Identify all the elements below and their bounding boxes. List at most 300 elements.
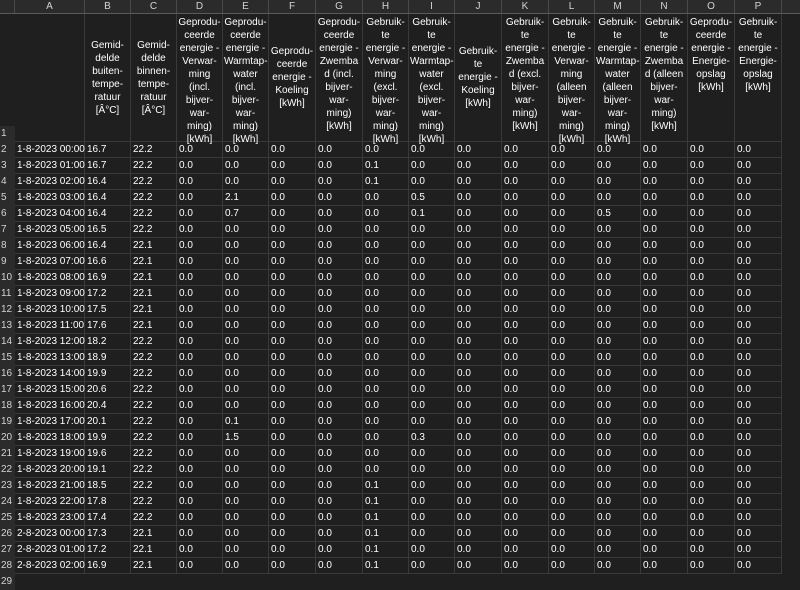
- cell-a21[interactable]: 1-8-2023 19:00: [15, 446, 85, 462]
- cell-g21[interactable]: 0.0: [316, 446, 363, 462]
- cell-j6[interactable]: 0.0: [455, 206, 502, 222]
- cell-o26[interactable]: 0.0: [688, 526, 735, 542]
- column-header-p[interactable]: P: [735, 0, 782, 13]
- cell-l7[interactable]: 0.0: [549, 222, 595, 238]
- cell-p2[interactable]: 0.0: [735, 142, 782, 158]
- cell-n19[interactable]: 0.0: [641, 414, 688, 430]
- cell-g20[interactable]: 0.0: [316, 430, 363, 446]
- cell-p15[interactable]: 0.0: [735, 350, 782, 366]
- cell-o14[interactable]: 0.0: [688, 334, 735, 350]
- cell-m2[interactable]: 0.0: [595, 142, 641, 158]
- cell-f8[interactable]: 0.0: [269, 238, 316, 254]
- cell-i23[interactable]: 0.0: [409, 478, 455, 494]
- cell-i16[interactable]: 0.0: [409, 366, 455, 382]
- cell-g26[interactable]: 0.0: [316, 526, 363, 542]
- cell-j9[interactable]: 0.0: [455, 254, 502, 270]
- cell-c27[interactable]: 22.1: [131, 542, 177, 558]
- cell-a20[interactable]: 1-8-2023 18:00: [15, 430, 85, 446]
- cell-a18[interactable]: 1-8-2023 16:00: [15, 398, 85, 414]
- cell-o15[interactable]: 0.0: [688, 350, 735, 366]
- cell-j2[interactable]: 0.0: [455, 142, 502, 158]
- cell-h17[interactable]: 0.0: [363, 382, 409, 398]
- cell-e19[interactable]: 0.1: [223, 414, 269, 430]
- cell-d4[interactable]: 0.0: [177, 174, 223, 190]
- cell-o12[interactable]: 0.0: [688, 302, 735, 318]
- cell-j20[interactable]: 0.0: [455, 430, 502, 446]
- cell-f26[interactable]: 0.0: [269, 526, 316, 542]
- cell-n17[interactable]: 0.0: [641, 382, 688, 398]
- cell-c28[interactable]: 22.1: [131, 558, 177, 574]
- cell-g19[interactable]: 0.0: [316, 414, 363, 430]
- cell-k7[interactable]: 0.0: [502, 222, 549, 238]
- cell-l10[interactable]: 0.0: [549, 270, 595, 286]
- cell-b5[interactable]: 16.4: [85, 190, 131, 206]
- cell-h14[interactable]: 0.0: [363, 334, 409, 350]
- cell-h13[interactable]: 0.0: [363, 318, 409, 334]
- cell-b15[interactable]: 18.9: [85, 350, 131, 366]
- cell-n21[interactable]: 0.0: [641, 446, 688, 462]
- cell-k17[interactable]: 0.0: [502, 382, 549, 398]
- cell-f7[interactable]: 0.0: [269, 222, 316, 238]
- cell-l2[interactable]: 0.0: [549, 142, 595, 158]
- cell-l14[interactable]: 0.0: [549, 334, 595, 350]
- cell-h5[interactable]: 0.0: [363, 190, 409, 206]
- cell-n27[interactable]: 0.0: [641, 542, 688, 558]
- cell-p21[interactable]: 0.0: [735, 446, 782, 462]
- cell-k23[interactable]: 0.0: [502, 478, 549, 494]
- cell-k5[interactable]: 0.0: [502, 190, 549, 206]
- cell-c17[interactable]: 22.2: [131, 382, 177, 398]
- cell-a16[interactable]: 1-8-2023 14:00: [15, 366, 85, 382]
- header-cell-i[interactable]: Gebruik-te energie - Warmtap-water (excl. bijver-war-ming) [kWh]: [409, 14, 455, 142]
- cell-e18[interactable]: 0.0: [223, 398, 269, 414]
- cell-c3[interactable]: 22.2: [131, 158, 177, 174]
- column-header-a[interactable]: A: [15, 0, 85, 13]
- cell-f2[interactable]: 0.0: [269, 142, 316, 158]
- cell-i4[interactable]: 0.0: [409, 174, 455, 190]
- cell-i27[interactable]: 0.0: [409, 542, 455, 558]
- row-header-11[interactable]: 11: [0, 286, 15, 302]
- cell-o3[interactable]: 0.0: [688, 158, 735, 174]
- cell-i8[interactable]: 0.0: [409, 238, 455, 254]
- cell-p6[interactable]: 0.0: [735, 206, 782, 222]
- cell-g6[interactable]: 0.0: [316, 206, 363, 222]
- row-header-10[interactable]: 10: [0, 270, 15, 286]
- cell-e28[interactable]: 0.0: [223, 558, 269, 574]
- cell-h20[interactable]: 0.0: [363, 430, 409, 446]
- cell-g27[interactable]: 0.0: [316, 542, 363, 558]
- cell-k26[interactable]: 0.0: [502, 526, 549, 542]
- cell-p27[interactable]: 0.0: [735, 542, 782, 558]
- cell-e8[interactable]: 0.0: [223, 238, 269, 254]
- cell-j8[interactable]: 0.0: [455, 238, 502, 254]
- cell-n5[interactable]: 0.0: [641, 190, 688, 206]
- cell-l27[interactable]: 0.0: [549, 542, 595, 558]
- cell-g22[interactable]: 0.0: [316, 462, 363, 478]
- row-header-21[interactable]: 21: [0, 446, 15, 462]
- cell-j15[interactable]: 0.0: [455, 350, 502, 366]
- cell-l13[interactable]: 0.0: [549, 318, 595, 334]
- cell-c10[interactable]: 22.1: [131, 270, 177, 286]
- cell-p24[interactable]: 0.0: [735, 494, 782, 510]
- cell-o4[interactable]: 0.0: [688, 174, 735, 190]
- cell-g28[interactable]: 0.0: [316, 558, 363, 574]
- cell-f17[interactable]: 0.0: [269, 382, 316, 398]
- header-cell-m[interactable]: Gebruik-te energie - Warmtap-water (alleen bijver-war-ming) [kWh]: [595, 14, 641, 142]
- column-header-m[interactable]: M: [595, 0, 641, 13]
- cell-h21[interactable]: 0.0: [363, 446, 409, 462]
- cell-d12[interactable]: 0.0: [177, 302, 223, 318]
- cell-l16[interactable]: 0.0: [549, 366, 595, 382]
- cell-m23[interactable]: 0.0: [595, 478, 641, 494]
- cell-o20[interactable]: 0.0: [688, 430, 735, 446]
- cell-e25[interactable]: 0.0: [223, 510, 269, 526]
- cell-b26[interactable]: 17.3: [85, 526, 131, 542]
- row-header-16[interactable]: 16: [0, 366, 15, 382]
- cell-f16[interactable]: 0.0: [269, 366, 316, 382]
- cell-e10[interactable]: 0.0: [223, 270, 269, 286]
- cell-m5[interactable]: 0.0: [595, 190, 641, 206]
- cell-b6[interactable]: 16.4: [85, 206, 131, 222]
- cell-c4[interactable]: 22.2: [131, 174, 177, 190]
- cell-c22[interactable]: 22.2: [131, 462, 177, 478]
- row-header-9[interactable]: 9: [0, 254, 15, 270]
- cell-m20[interactable]: 0.0: [595, 430, 641, 446]
- cell-h15[interactable]: 0.0: [363, 350, 409, 366]
- header-cell-c[interactable]: Gemid-delde binnen-tempe-ratuur [Â°C]: [131, 14, 177, 142]
- cell-k16[interactable]: 0.0: [502, 366, 549, 382]
- cell-m8[interactable]: 0.0: [595, 238, 641, 254]
- cell-h22[interactable]: 0.0: [363, 462, 409, 478]
- cell-h11[interactable]: 0.0: [363, 286, 409, 302]
- cell-g10[interactable]: 0.0: [316, 270, 363, 286]
- cell-h9[interactable]: 0.0: [363, 254, 409, 270]
- cell-h19[interactable]: 0.0: [363, 414, 409, 430]
- header-cell-h[interactable]: Gebruik-te energie - Verwar-ming (excl. bijver-war-ming) [kWh]: [363, 14, 409, 142]
- cell-g3[interactable]: 0.0: [316, 158, 363, 174]
- column-header-h[interactable]: H: [363, 0, 409, 13]
- cell-k22[interactable]: 0.0: [502, 462, 549, 478]
- cell-b18[interactable]: 20.4: [85, 398, 131, 414]
- cell-k19[interactable]: 0.0: [502, 414, 549, 430]
- cell-d26[interactable]: 0.0: [177, 526, 223, 542]
- cell-h6[interactable]: 0.0: [363, 206, 409, 222]
- cell-j24[interactable]: 0.0: [455, 494, 502, 510]
- cell-a17[interactable]: 1-8-2023 15:00: [15, 382, 85, 398]
- cell-o21[interactable]: 0.0: [688, 446, 735, 462]
- cell-f21[interactable]: 0.0: [269, 446, 316, 462]
- cell-b11[interactable]: 17.2: [85, 286, 131, 302]
- row-header-17[interactable]: 17: [0, 382, 15, 398]
- header-cell-l[interactable]: Gebruik-te energie - Verwar-ming (alleen bijver-war-ming) [kWh]: [549, 14, 595, 142]
- cell-n11[interactable]: 0.0: [641, 286, 688, 302]
- row-header-26[interactable]: 26: [0, 526, 15, 542]
- cell-n16[interactable]: 0.0: [641, 366, 688, 382]
- cell-b28[interactable]: 16.9: [85, 558, 131, 574]
- cell-f14[interactable]: 0.0: [269, 334, 316, 350]
- cell-n22[interactable]: 0.0: [641, 462, 688, 478]
- cell-f13[interactable]: 0.0: [269, 318, 316, 334]
- cell-m9[interactable]: 0.0: [595, 254, 641, 270]
- cell-d18[interactable]: 0.0: [177, 398, 223, 414]
- cell-h10[interactable]: 0.0: [363, 270, 409, 286]
- cell-o22[interactable]: 0.0: [688, 462, 735, 478]
- cell-e5[interactable]: 2.1: [223, 190, 269, 206]
- cell-b4[interactable]: 16.4: [85, 174, 131, 190]
- cell-k2[interactable]: 0.0: [502, 142, 549, 158]
- cell-p18[interactable]: 0.0: [735, 398, 782, 414]
- cell-n28[interactable]: 0.0: [641, 558, 688, 574]
- cell-n13[interactable]: 0.0: [641, 318, 688, 334]
- cell-n25[interactable]: 0.0: [641, 510, 688, 526]
- column-header-n[interactable]: N: [641, 0, 688, 13]
- cell-f24[interactable]: 0.0: [269, 494, 316, 510]
- cell-p23[interactable]: 0.0: [735, 478, 782, 494]
- cell-e27[interactable]: 0.0: [223, 542, 269, 558]
- cell-d11[interactable]: 0.0: [177, 286, 223, 302]
- cell-g11[interactable]: 0.0: [316, 286, 363, 302]
- cell-k13[interactable]: 0.0: [502, 318, 549, 334]
- cell-l25[interactable]: 0.0: [549, 510, 595, 526]
- column-header-k[interactable]: K: [502, 0, 549, 13]
- cell-j17[interactable]: 0.0: [455, 382, 502, 398]
- cell-g14[interactable]: 0.0: [316, 334, 363, 350]
- cell-m16[interactable]: 0.0: [595, 366, 641, 382]
- column-header-g[interactable]: G: [316, 0, 363, 13]
- cell-b27[interactable]: 17.2: [85, 542, 131, 558]
- cell-a19[interactable]: 1-8-2023 17:00: [15, 414, 85, 430]
- row-header-29[interactable]: 29: [0, 574, 15, 590]
- row-header-22[interactable]: 22: [0, 462, 15, 478]
- cell-a4[interactable]: 1-8-2023 02:00: [15, 174, 85, 190]
- cell-n14[interactable]: 0.0: [641, 334, 688, 350]
- cell-l23[interactable]: 0.0: [549, 478, 595, 494]
- cell-c7[interactable]: 22.2: [131, 222, 177, 238]
- cell-p17[interactable]: 0.0: [735, 382, 782, 398]
- cell-h4[interactable]: 0.1: [363, 174, 409, 190]
- cell-c11[interactable]: 22.1: [131, 286, 177, 302]
- row-header-2[interactable]: 2: [0, 142, 15, 158]
- column-header-e[interactable]: E: [223, 0, 269, 13]
- cell-b16[interactable]: 19.9: [85, 366, 131, 382]
- cell-j23[interactable]: 0.0: [455, 478, 502, 494]
- cell-b22[interactable]: 19.1: [85, 462, 131, 478]
- cell-k9[interactable]: 0.0: [502, 254, 549, 270]
- cell-d6[interactable]: 0.0: [177, 206, 223, 222]
- cell-l19[interactable]: 0.0: [549, 414, 595, 430]
- cell-e20[interactable]: 1.5: [223, 430, 269, 446]
- cell-d10[interactable]: 0.0: [177, 270, 223, 286]
- cell-l28[interactable]: 0.0: [549, 558, 595, 574]
- row-header-8[interactable]: 8: [0, 238, 15, 254]
- cell-j5[interactable]: 0.0: [455, 190, 502, 206]
- cell-h18[interactable]: 0.0: [363, 398, 409, 414]
- cell-l9[interactable]: 0.0: [549, 254, 595, 270]
- column-header-i[interactable]: I: [409, 0, 455, 13]
- cell-k21[interactable]: 0.0: [502, 446, 549, 462]
- cell-h27[interactable]: 0.1: [363, 542, 409, 558]
- header-cell-d[interactable]: Geprodu-ceerde energie - Verwar-ming (incl. bijver-war-ming) [kWh]: [177, 14, 223, 142]
- cell-g12[interactable]: 0.0: [316, 302, 363, 318]
- cell-i9[interactable]: 0.0: [409, 254, 455, 270]
- cell-n7[interactable]: 0.0: [641, 222, 688, 238]
- cell-m26[interactable]: 0.0: [595, 526, 641, 542]
- header-cell-k[interactable]: Gebruik-te energie - Zwemba d (excl. bijver-war-ming) [kWh]: [502, 14, 549, 142]
- cell-j26[interactable]: 0.0: [455, 526, 502, 542]
- cell-f23[interactable]: 0.0: [269, 478, 316, 494]
- cell-e4[interactable]: 0.0: [223, 174, 269, 190]
- cell-i20[interactable]: 0.3: [409, 430, 455, 446]
- cell-m10[interactable]: 0.0: [595, 270, 641, 286]
- row-header-3[interactable]: 3: [0, 158, 15, 174]
- column-header-l[interactable]: L: [549, 0, 595, 13]
- header-cell-p[interactable]: Gebruik-te energie - Energie-opslag [kWh]: [735, 14, 782, 142]
- cell-c25[interactable]: 22.2: [131, 510, 177, 526]
- cell-e9[interactable]: 0.0: [223, 254, 269, 270]
- cell-p13[interactable]: 0.0: [735, 318, 782, 334]
- header-cell-e[interactable]: Geprodu-ceerde energie - Warmtap-water (incl. bijver-war-ming) [kWh]: [223, 14, 269, 142]
- cell-m13[interactable]: 0.0: [595, 318, 641, 334]
- cell-k15[interactable]: 0.0: [502, 350, 549, 366]
- cell-g2[interactable]: 0.0: [316, 142, 363, 158]
- cell-n15[interactable]: 0.0: [641, 350, 688, 366]
- cell-e6[interactable]: 0.7: [223, 206, 269, 222]
- cell-k11[interactable]: 0.0: [502, 286, 549, 302]
- cell-b19[interactable]: 20.1: [85, 414, 131, 430]
- cell-g18[interactable]: 0.0: [316, 398, 363, 414]
- cell-p22[interactable]: 0.0: [735, 462, 782, 478]
- cell-b12[interactable]: 17.5: [85, 302, 131, 318]
- cell-d24[interactable]: 0.0: [177, 494, 223, 510]
- cell-i11[interactable]: 0.0: [409, 286, 455, 302]
- cell-a13[interactable]: 1-8-2023 11:00: [15, 318, 85, 334]
- cell-a7[interactable]: 1-8-2023 05:00: [15, 222, 85, 238]
- cell-k6[interactable]: 0.0: [502, 206, 549, 222]
- cell-f11[interactable]: 0.0: [269, 286, 316, 302]
- cell-m18[interactable]: 0.0: [595, 398, 641, 414]
- cell-k28[interactable]: 0.0: [502, 558, 549, 574]
- cell-j10[interactable]: 0.0: [455, 270, 502, 286]
- cell-c21[interactable]: 22.2: [131, 446, 177, 462]
- cell-a12[interactable]: 1-8-2023 10:00: [15, 302, 85, 318]
- cell-o6[interactable]: 0.0: [688, 206, 735, 222]
- cell-o25[interactable]: 0.0: [688, 510, 735, 526]
- cell-m25[interactable]: 0.0: [595, 510, 641, 526]
- cell-k4[interactable]: 0.0: [502, 174, 549, 190]
- cell-a8[interactable]: 1-8-2023 06:00: [15, 238, 85, 254]
- cell-p28[interactable]: 0.0: [735, 558, 782, 574]
- cell-c15[interactable]: 22.2: [131, 350, 177, 366]
- cell-l18[interactable]: 0.0: [549, 398, 595, 414]
- cell-p10[interactable]: 0.0: [735, 270, 782, 286]
- cell-l17[interactable]: 0.0: [549, 382, 595, 398]
- cell-d3[interactable]: 0.0: [177, 158, 223, 174]
- cell-p5[interactable]: 0.0: [735, 190, 782, 206]
- cell-m19[interactable]: 0.0: [595, 414, 641, 430]
- cell-a27[interactable]: 2-8-2023 01:00: [15, 542, 85, 558]
- cell-m11[interactable]: 0.0: [595, 286, 641, 302]
- cell-c14[interactable]: 22.2: [131, 334, 177, 350]
- cell-o18[interactable]: 0.0: [688, 398, 735, 414]
- cell-c12[interactable]: 22.1: [131, 302, 177, 318]
- cell-j4[interactable]: 0.0: [455, 174, 502, 190]
- cell-j13[interactable]: 0.0: [455, 318, 502, 334]
- cell-j7[interactable]: 0.0: [455, 222, 502, 238]
- cell-h16[interactable]: 0.0: [363, 366, 409, 382]
- cell-i6[interactable]: 0.1: [409, 206, 455, 222]
- cell-j28[interactable]: 0.0: [455, 558, 502, 574]
- cell-l4[interactable]: 0.0: [549, 174, 595, 190]
- cell-b7[interactable]: 16.5: [85, 222, 131, 238]
- cell-d16[interactable]: 0.0: [177, 366, 223, 382]
- cell-a5[interactable]: 1-8-2023 03:00: [15, 190, 85, 206]
- cell-k8[interactable]: 0.0: [502, 238, 549, 254]
- cell-l6[interactable]: 0.0: [549, 206, 595, 222]
- cell-p4[interactable]: 0.0: [735, 174, 782, 190]
- cell-e15[interactable]: 0.0: [223, 350, 269, 366]
- column-header-f[interactable]: F: [269, 0, 316, 13]
- cell-g8[interactable]: 0.0: [316, 238, 363, 254]
- cell-k27[interactable]: 0.0: [502, 542, 549, 558]
- header-cell-n[interactable]: Gebruik-te energie - Zwemba d (alleen bijver-war-ming) [kWh]: [641, 14, 688, 142]
- cell-p16[interactable]: 0.0: [735, 366, 782, 382]
- cell-b23[interactable]: 18.5: [85, 478, 131, 494]
- cell-b17[interactable]: 20.6: [85, 382, 131, 398]
- cell-i7[interactable]: 0.0: [409, 222, 455, 238]
- cell-c13[interactable]: 22.1: [131, 318, 177, 334]
- cell-h23[interactable]: 0.1: [363, 478, 409, 494]
- cell-i3[interactable]: 0.0: [409, 158, 455, 174]
- cell-c18[interactable]: 22.2: [131, 398, 177, 414]
- cell-p7[interactable]: 0.0: [735, 222, 782, 238]
- cell-c8[interactable]: 22.1: [131, 238, 177, 254]
- cell-a3[interactable]: 1-8-2023 01:00: [15, 158, 85, 174]
- cell-f15[interactable]: 0.0: [269, 350, 316, 366]
- cell-f19[interactable]: 0.0: [269, 414, 316, 430]
- cell-c26[interactable]: 22.1: [131, 526, 177, 542]
- cell-i2[interactable]: 0.0: [409, 142, 455, 158]
- cell-e2[interactable]: 0.0: [223, 142, 269, 158]
- column-header-d[interactable]: D: [177, 0, 223, 13]
- cell-n3[interactable]: 0.0: [641, 158, 688, 174]
- cell-e16[interactable]: 0.0: [223, 366, 269, 382]
- cell-b2[interactable]: 16.7: [85, 142, 131, 158]
- cell-l5[interactable]: 0.0: [549, 190, 595, 206]
- cell-d14[interactable]: 0.0: [177, 334, 223, 350]
- cell-e21[interactable]: 0.0: [223, 446, 269, 462]
- cell-p20[interactable]: 0.0: [735, 430, 782, 446]
- cell-e14[interactable]: 0.0: [223, 334, 269, 350]
- cell-b21[interactable]: 19.6: [85, 446, 131, 462]
- cell-f6[interactable]: 0.0: [269, 206, 316, 222]
- cell-g13[interactable]: 0.0: [316, 318, 363, 334]
- cell-m4[interactable]: 0.0: [595, 174, 641, 190]
- cell-k3[interactable]: 0.0: [502, 158, 549, 174]
- cell-l8[interactable]: 0.0: [549, 238, 595, 254]
- cell-m14[interactable]: 0.0: [595, 334, 641, 350]
- column-header-b[interactable]: B: [85, 0, 131, 13]
- cell-n23[interactable]: 0.0: [641, 478, 688, 494]
- cell-j21[interactable]: 0.0: [455, 446, 502, 462]
- cell-a25[interactable]: 1-8-2023 23:00: [15, 510, 85, 526]
- cell-d15[interactable]: 0.0: [177, 350, 223, 366]
- cell-a10[interactable]: 1-8-2023 08:00: [15, 270, 85, 286]
- cell-f18[interactable]: 0.0: [269, 398, 316, 414]
- cell-h7[interactable]: 0.0: [363, 222, 409, 238]
- cell-i13[interactable]: 0.0: [409, 318, 455, 334]
- cell-d28[interactable]: 0.0: [177, 558, 223, 574]
- cell-l26[interactable]: 0.0: [549, 526, 595, 542]
